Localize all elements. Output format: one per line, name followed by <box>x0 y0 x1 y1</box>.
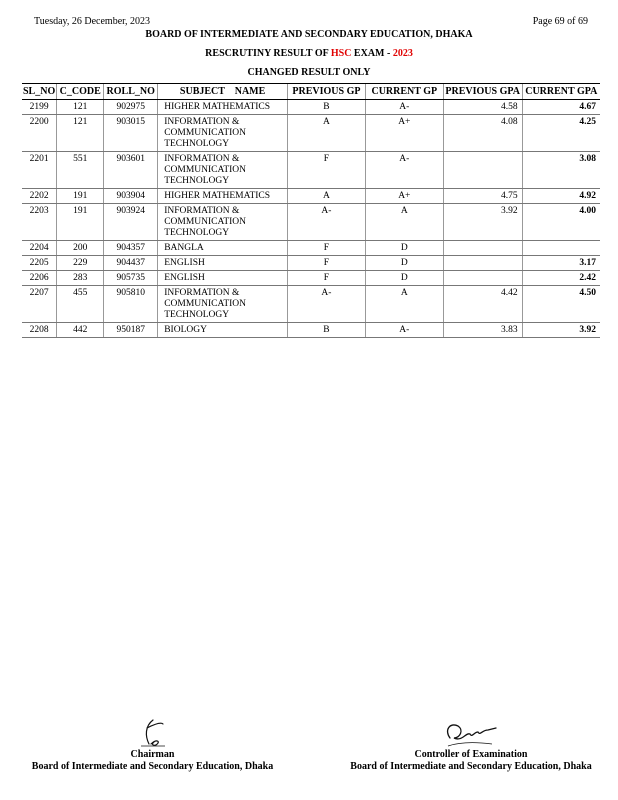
cell-roll-no: 904357 <box>104 241 158 256</box>
col-c-code: C_CODE <box>57 84 104 100</box>
table-row <box>22 204 600 241</box>
cell-sl-no: 2203 <box>22 204 57 241</box>
cell-previous-gp: A <box>288 189 366 204</box>
board-title: BOARD OF INTERMEDIATE AND SECONDARY EDUCATION, DHAKA <box>145 29 473 40</box>
cell-previous-gp: A- <box>288 204 366 241</box>
table-row <box>22 100 600 115</box>
cell-current-gp: A- <box>365 100 443 115</box>
chairman-signature-icon <box>123 718 183 748</box>
cell-subject: INFORMATION & COMMUNICATION TECHNOLOGY <box>158 204 288 241</box>
cell-previous-gpa <box>443 256 522 271</box>
table-row <box>22 189 600 204</box>
cell-previous-gpa: 4.75 <box>443 189 522 204</box>
cell-sl-no: 2204 <box>22 241 57 256</box>
cell-current-gpa: 3.08 <box>522 152 600 189</box>
cell-subject: HIGHER MATHEMATICS <box>158 189 288 204</box>
result-title <box>0 48 618 59</box>
table-row <box>22 152 600 189</box>
cell-c-code: 191 <box>57 189 104 204</box>
controller-signature-block <box>345 718 597 772</box>
table-row <box>22 256 600 271</box>
cell-current-gp: A+ <box>365 189 443 204</box>
chairman-org: Board of Intermediate and Secondary Education, Dhaka <box>31 761 274 772</box>
cell-subject: INFORMATION & COMMUNICATION TECHNOLOGY <box>158 286 288 323</box>
cell-current-gpa: 4.92 <box>522 189 600 204</box>
cell-c-code: 283 <box>57 271 104 286</box>
cell-sl-no: 2200 <box>22 115 57 152</box>
table-row <box>22 286 600 323</box>
result-mid: EXAM - <box>351 48 393 59</box>
col-previous-gpa: PREVIOUS GPA <box>443 84 522 100</box>
col-sl-no: SL_NO <box>22 84 57 100</box>
cell-previous-gp: F <box>288 271 366 286</box>
cell-previous-gp: A <box>288 115 366 152</box>
col-previous-gp: PREVIOUS GP <box>288 84 366 100</box>
cell-sl-no: 2208 <box>22 323 57 338</box>
chairman-title: Chairman <box>130 749 175 760</box>
cell-roll-no: 905735 <box>104 271 158 286</box>
cell-c-code: 229 <box>57 256 104 271</box>
controller-title: Controller of Examination <box>414 749 528 760</box>
report-date: Tuesday, 26 December, 2023 <box>34 16 151 27</box>
cell-current-gpa: 4.50 <box>522 286 600 323</box>
table-row <box>22 323 600 338</box>
cell-roll-no: 903924 <box>104 204 158 241</box>
cell-subject: INFORMATION & COMMUNICATION TECHNOLOGY <box>158 152 288 189</box>
cell-current-gp: D <box>365 241 443 256</box>
cell-previous-gp: B <box>288 323 366 338</box>
cell-sl-no: 2206 <box>22 271 57 286</box>
cell-current-gpa: 4.67 <box>522 100 600 115</box>
table-header-row <box>22 84 600 100</box>
cell-previous-gp: F <box>288 241 366 256</box>
cell-previous-gp: A- <box>288 286 366 323</box>
table-row <box>22 115 600 152</box>
cell-roll-no: 902975 <box>104 100 158 115</box>
cell-current-gpa: 4.25 <box>522 115 600 152</box>
exam-year: 2023 <box>392 48 413 59</box>
cell-roll-no: 904437 <box>104 256 158 271</box>
col-subject: SUBJECT NAME <box>158 84 288 100</box>
cell-sl-no: 2201 <box>22 152 57 189</box>
cell-c-code: 442 <box>57 323 104 338</box>
result-prefix: RESCRUTINY RESULT OF <box>205 48 331 59</box>
cell-previous-gpa: 4.58 <box>443 100 522 115</box>
cell-previous-gpa: 4.08 <box>443 115 522 152</box>
table-row <box>22 271 600 286</box>
cell-subject: HIGHER MATHEMATICS <box>158 100 288 115</box>
cell-subject: INFORMATION & COMMUNICATION TECHNOLOGY <box>158 115 288 152</box>
cell-roll-no: 903601 <box>104 152 158 189</box>
col-current-gp: CURRENT GP <box>365 84 443 100</box>
cell-previous-gpa <box>443 152 522 189</box>
cell-previous-gpa: 4.42 <box>443 286 522 323</box>
cell-c-code: 551 <box>57 152 104 189</box>
cell-roll-no: 903904 <box>104 189 158 204</box>
cell-current-gp: A <box>365 204 443 241</box>
subtitle: CHANGED RESULT ONLY <box>247 67 371 78</box>
cell-previous-gpa <box>443 241 522 256</box>
controller-signature-icon <box>436 718 506 748</box>
cell-c-code: 121 <box>57 115 104 152</box>
table-row <box>22 241 600 256</box>
cell-c-code: 121 <box>57 100 104 115</box>
cell-previous-gp: F <box>288 256 366 271</box>
cell-previous-gp: F <box>288 152 366 189</box>
cell-current-gp: D <box>365 271 443 286</box>
exam-name: HSC <box>330 48 352 59</box>
cell-subject: ENGLISH <box>158 271 288 286</box>
cell-sl-no: 2205 <box>22 256 57 271</box>
cell-roll-no: 903015 <box>104 115 158 152</box>
cell-current-gp: A+ <box>365 115 443 152</box>
page-number: Page 69 of 69 <box>532 16 588 27</box>
cell-sl-no: 2199 <box>22 100 57 115</box>
cell-previous-gpa: 3.92 <box>443 204 522 241</box>
cell-roll-no: 905810 <box>104 286 158 323</box>
cell-subject: BANGLA <box>158 241 288 256</box>
cell-c-code: 200 <box>57 241 104 256</box>
chairman-signature-block <box>30 718 275 772</box>
cell-current-gpa: 3.92 <box>522 323 600 338</box>
cell-current-gpa: 4.00 <box>522 204 600 241</box>
cell-current-gp: A- <box>365 152 443 189</box>
cell-subject: BIOLOGY <box>158 323 288 338</box>
cell-current-gpa: 2.42 <box>522 271 600 286</box>
cell-previous-gpa <box>443 271 522 286</box>
controller-org: Board of Intermediate and Secondary Education, Dhaka <box>350 761 592 772</box>
cell-c-code: 455 <box>57 286 104 323</box>
results-table <box>22 83 600 338</box>
cell-current-gp: A- <box>365 323 443 338</box>
col-roll-no: ROLL_NO <box>104 84 158 100</box>
cell-sl-no: 2207 <box>22 286 57 323</box>
cell-roll-no: 950187 <box>104 323 158 338</box>
cell-previous-gp: B <box>288 100 366 115</box>
cell-current-gpa <box>522 241 600 256</box>
col-current-gpa: CURRENT GPA <box>522 84 600 100</box>
cell-sl-no: 2202 <box>22 189 57 204</box>
cell-current-gp: D <box>365 256 443 271</box>
cell-current-gp: A <box>365 286 443 323</box>
cell-c-code: 191 <box>57 204 104 241</box>
cell-current-gpa: 3.17 <box>522 256 600 271</box>
cell-subject: ENGLISH <box>158 256 288 271</box>
cell-previous-gpa: 3.83 <box>443 323 522 338</box>
